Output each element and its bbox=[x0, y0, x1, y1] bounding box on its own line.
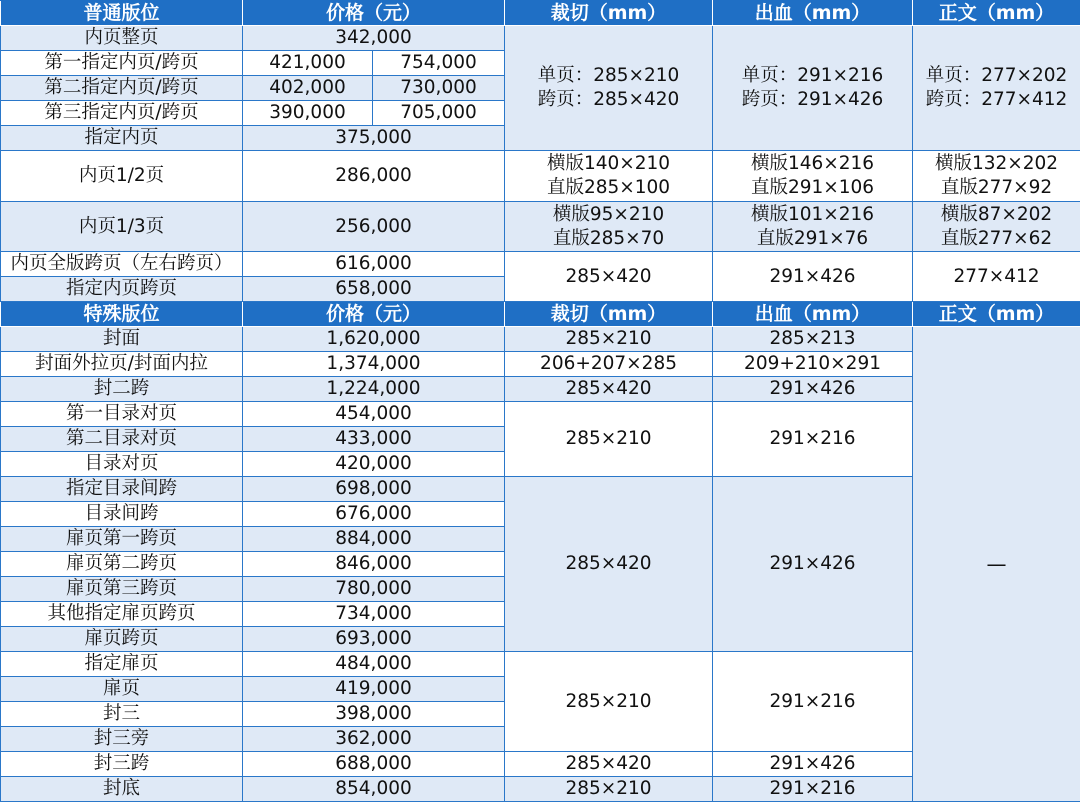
row-name: 封二跨 bbox=[1, 377, 243, 402]
row-price: 433,000 bbox=[243, 427, 505, 452]
row-name: 第二目录对页 bbox=[1, 427, 243, 452]
regular-header-bleed: 出血（mm） bbox=[713, 1, 913, 26]
title-pages-bleed: 291×216 bbox=[713, 652, 913, 752]
row-name: 封三旁 bbox=[1, 727, 243, 752]
regular-header-text: 正文（mm） bbox=[913, 1, 1080, 26]
row-price: 1,620,000 bbox=[243, 327, 505, 352]
row-price-single: 421,000 bbox=[243, 51, 373, 76]
row-price: 375,000 bbox=[243, 126, 505, 151]
row-name: 指定内页 bbox=[1, 126, 243, 151]
special-text-all: — bbox=[913, 327, 1080, 802]
row-name: 目录对页 bbox=[1, 452, 243, 477]
row-price: 698,000 bbox=[243, 477, 505, 502]
row-price: 780,000 bbox=[243, 577, 505, 602]
full-page-bleed bbox=[713, 26, 913, 151]
bleed-single: 单页：291×216 bbox=[741, 65, 884, 86]
row-price: 256,000 bbox=[243, 202, 505, 252]
bleed-horizontal: 横版146×216 bbox=[750, 153, 875, 174]
spreads-bleed: 291×426 bbox=[713, 477, 913, 652]
regular-header-row bbox=[1, 1, 1080, 26]
text-horizontal: 横版132×202 bbox=[934, 153, 1059, 174]
row-price: 342,000 bbox=[243, 26, 505, 51]
row-price: 658,000 bbox=[243, 277, 505, 302]
row-name: 内页全版跨页（左右跨页） bbox=[1, 252, 243, 277]
full-page-text bbox=[913, 26, 1080, 151]
row-price: 398,000 bbox=[243, 702, 505, 727]
bleed-vertical: 直版291×76 bbox=[756, 227, 869, 249]
third-page-bleed bbox=[713, 202, 913, 252]
bleed-spread: 跨页：291×426 bbox=[741, 89, 884, 110]
row-price-spread: 754,000 bbox=[373, 51, 505, 76]
row-bleed: 291×426 bbox=[713, 752, 913, 777]
row-price: 734,000 bbox=[243, 602, 505, 627]
row-trim: 285×420 bbox=[505, 752, 713, 777]
row-price-single: 390,000 bbox=[243, 101, 373, 126]
row-price-spread: 730,000 bbox=[373, 76, 505, 101]
row-price: 688,000 bbox=[243, 752, 505, 777]
table-row bbox=[1, 26, 1080, 51]
row-price: 884,000 bbox=[243, 527, 505, 552]
half-page-trim bbox=[505, 151, 713, 202]
table-row bbox=[1, 327, 1080, 352]
trim-horizontal: 横版95×210 bbox=[552, 203, 665, 225]
spread-bleed: 291×426 bbox=[713, 252, 913, 302]
row-price: 420,000 bbox=[243, 452, 505, 477]
trim-vertical: 直版285×70 bbox=[552, 227, 665, 249]
row-name: 内页1/3页 bbox=[1, 202, 243, 252]
trim-spread: 跨页：285×420 bbox=[537, 89, 680, 110]
row-name: 第一指定内页/跨页 bbox=[1, 51, 243, 76]
row-name: 指定扉页 bbox=[1, 652, 243, 677]
row-bleed: 291×216 bbox=[713, 777, 913, 802]
special-header-bleed: 出血（mm） bbox=[713, 302, 913, 327]
table-row bbox=[1, 202, 1080, 252]
text-horizontal: 横版87×202 bbox=[940, 203, 1053, 225]
row-name: 指定内页跨页 bbox=[1, 277, 243, 302]
row-price: 676,000 bbox=[243, 502, 505, 527]
row-name: 第一目录对页 bbox=[1, 402, 243, 427]
row-price: 1,224,000 bbox=[243, 377, 505, 402]
title-pages-trim: 285×210 bbox=[505, 652, 713, 752]
row-name: 封三 bbox=[1, 702, 243, 727]
bleed-horizontal: 横版101×216 bbox=[750, 203, 875, 225]
row-trim: 285×210 bbox=[505, 777, 713, 802]
row-price: 854,000 bbox=[243, 777, 505, 802]
row-bleed: 291×426 bbox=[713, 377, 913, 402]
row-trim: 285×210 bbox=[505, 327, 713, 352]
row-name: 扉页第三跨页 bbox=[1, 577, 243, 602]
table-row bbox=[1, 252, 1080, 277]
row-name: 其他指定扉页跨页 bbox=[1, 602, 243, 627]
full-page-trim bbox=[505, 26, 713, 151]
text-spread: 跨页：277×412 bbox=[925, 89, 1068, 110]
special-header-trim: 裁切（mm） bbox=[505, 302, 713, 327]
row-trim: 285×420 bbox=[505, 377, 713, 402]
row-price: 846,000 bbox=[243, 552, 505, 577]
text-single: 单页：277×202 bbox=[925, 65, 1068, 86]
row-name: 目录间跨 bbox=[1, 502, 243, 527]
row-price: 616,000 bbox=[243, 252, 505, 277]
row-price: 362,000 bbox=[243, 727, 505, 752]
table-row bbox=[1, 151, 1080, 202]
row-trim: 206+207×285 bbox=[505, 352, 713, 377]
regular-header-price: 价格（元） bbox=[243, 1, 505, 26]
row-price-spread: 705,000 bbox=[373, 101, 505, 126]
row-name: 内页整页 bbox=[1, 26, 243, 51]
spread-trim: 285×420 bbox=[505, 252, 713, 302]
row-price: 1,374,000 bbox=[243, 352, 505, 377]
trim-single: 单页：285×210 bbox=[537, 65, 680, 86]
row-price: 286,000 bbox=[243, 151, 505, 202]
trim-horizontal: 横版140×210 bbox=[546, 153, 671, 174]
row-name: 扉页第一跨页 bbox=[1, 527, 243, 552]
row-name: 扉页跨页 bbox=[1, 627, 243, 652]
row-name: 封面外拉页/封面内拉 bbox=[1, 352, 243, 377]
row-bleed: 209+210×291 bbox=[713, 352, 913, 377]
third-page-text bbox=[913, 202, 1080, 252]
row-name: 扉页第二跨页 bbox=[1, 552, 243, 577]
row-price-single: 402,000 bbox=[243, 76, 373, 101]
text-vertical: 直版277×62 bbox=[940, 227, 1053, 249]
half-page-bleed bbox=[713, 151, 913, 202]
toc-trim: 285×210 bbox=[505, 402, 713, 477]
row-name: 封三跨 bbox=[1, 752, 243, 777]
row-name: 指定目录间跨 bbox=[1, 477, 243, 502]
special-header-price: 价格（元） bbox=[243, 302, 505, 327]
row-name: 第三指定内页/跨页 bbox=[1, 101, 243, 126]
row-name: 第二指定内页/跨页 bbox=[1, 76, 243, 101]
third-page-trim bbox=[505, 202, 713, 252]
regular-header-name: 普通版位 bbox=[1, 1, 243, 26]
row-bleed: 285×213 bbox=[713, 327, 913, 352]
trim-vertical: 直版285×100 bbox=[546, 177, 671, 198]
special-header-name: 特殊版位 bbox=[1, 302, 243, 327]
bleed-vertical: 直版291×106 bbox=[750, 177, 875, 198]
row-price: 693,000 bbox=[243, 627, 505, 652]
row-name: 内页1/2页 bbox=[1, 151, 243, 202]
row-price: 454,000 bbox=[243, 402, 505, 427]
row-name: 封底 bbox=[1, 777, 243, 802]
special-header-row bbox=[1, 302, 1080, 327]
row-price: 419,000 bbox=[243, 677, 505, 702]
row-name: 封面 bbox=[1, 327, 243, 352]
toc-bleed: 291×216 bbox=[713, 402, 913, 477]
spread-text: 277×412 bbox=[913, 252, 1080, 302]
regular-header-trim: 裁切（mm） bbox=[505, 1, 713, 26]
text-vertical: 直版277×92 bbox=[940, 177, 1053, 198]
half-page-text bbox=[913, 151, 1080, 202]
row-name: 扉页 bbox=[1, 677, 243, 702]
spreads-trim: 285×420 bbox=[505, 477, 713, 652]
special-header-text: 正文（mm） bbox=[913, 302, 1080, 327]
row-price: 484,000 bbox=[243, 652, 505, 677]
